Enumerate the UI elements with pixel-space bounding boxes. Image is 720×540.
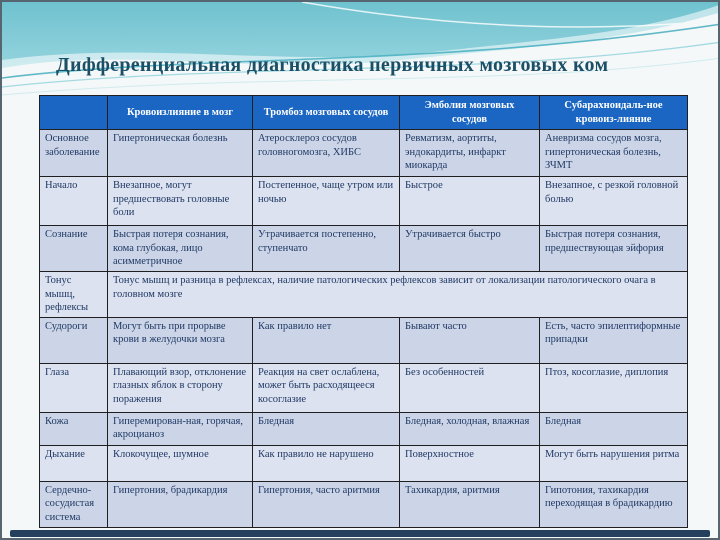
table-cell: Гиперемирован-ная, горячая, акроцианоз [108,412,253,445]
table-cell: Утрачивается быстро [400,226,540,272]
table-cell: Тахикардия, аритмия [400,481,540,527]
table-cell: Быстрое [400,177,540,226]
table-row [40,317,688,363]
header-cell-thrombosis: Тромбоз мозговых сосудов [253,96,400,130]
table-cell-merged: Тонус мышц и разница в рефлексах, наличие патологических рефлексов зависит от локализации патологического очага в головном мозге [108,271,688,317]
table-cell: Внезапное, с резкой головной болью [540,177,688,226]
table-row [40,363,688,412]
table-cell: Есть, часто эпилептиформные припадки [540,317,688,363]
header-cell-empty [40,96,108,130]
table-row [40,412,688,445]
table-cell: Внезапное, могут предшествовать головные боли [108,177,253,226]
row-label: Основное заболевание [40,130,108,177]
table-cell: Гипертония, брадикардия [108,481,253,527]
wave-graphic [2,2,720,102]
row-label: Тонус мышц, рефлексы [40,271,108,317]
table-cell: Постепенное, чаще утром или ночью [253,177,400,226]
table-cell: Реакция на свет ослаблена, может быть расходящееся косоглазие [253,363,400,412]
table-row [40,445,688,481]
header-cell-embolism: Эмболия мозговых сосудов [400,96,540,130]
table-cell: Могут быть при прорыве крови в желудочки мозга [108,317,253,363]
table-cell: Бледная, холодная, влажная [400,412,540,445]
table-cell: Быстрая потеря сознания, кома глубокая, лицо асимметричное [108,226,253,272]
table-cell: Клокочущее, шумное [108,445,253,481]
table-header-row [40,96,688,130]
table-row [40,271,688,317]
table-row [40,130,688,177]
header-cell-hemorrhage: Кровоизлияние в мозг [108,96,253,130]
table-row [40,481,688,527]
wave-decoration [2,2,720,102]
table-cell: Ревматизм, аортиты, эндокардиты, инфаркт миокарда [400,130,540,177]
table-cell: Гипертония, часто аритмия [253,481,400,527]
table-cell: Как правило не нарушено [253,445,400,481]
table-cell: Плавающий взор, отклонение глазных яблок в сторону поражения [108,363,253,412]
table-cell: Бледная [540,412,688,445]
bottom-accent-bar [10,530,710,537]
table-cell: Бледная [253,412,400,445]
row-label: Начало [40,177,108,226]
row-label: Глаза [40,363,108,412]
table-cell: Гипотония, тахикардия переходящая в брадикардию [540,481,688,527]
table-cell: Как правило нет [253,317,400,363]
table-cell: Атеросклероз сосудов головногомозга, ХИБС [253,130,400,177]
row-label: Сознание [40,226,108,272]
row-label: Кожа [40,412,108,445]
table-cell: Быстрая потеря сознания, предшествующая эйфория [540,226,688,272]
table-row [40,226,688,272]
row-label: Сердечно-сосудистая система [40,481,108,527]
row-label: Судороги [40,317,108,363]
table-cell: Бывают часто [400,317,540,363]
table-cell: Птоз, косоглазие, диплопия [540,363,688,412]
table-cell: Поверхностное [400,445,540,481]
table-row [40,177,688,226]
table-cell: Гипертоническая болезнь [108,130,253,177]
table-cell: Без особенностей [400,363,540,412]
table-cell: Утрачивается постепенно, ступенчато [253,226,400,272]
table-cell: Аневризма сосудов мозга, гипертоническая болезнь, ЗЧМТ [540,130,688,177]
table-cell: Могут быть нарушения ритма [540,445,688,481]
header-cell-subarachnoid: Субарахноидаль-ное кровоиз-лияние [540,96,688,130]
page-title: Дифференциальная диагностика первичных мозговых ком [56,54,609,76]
row-label: Дыхание [40,445,108,481]
diagnosis-table [39,95,688,528]
